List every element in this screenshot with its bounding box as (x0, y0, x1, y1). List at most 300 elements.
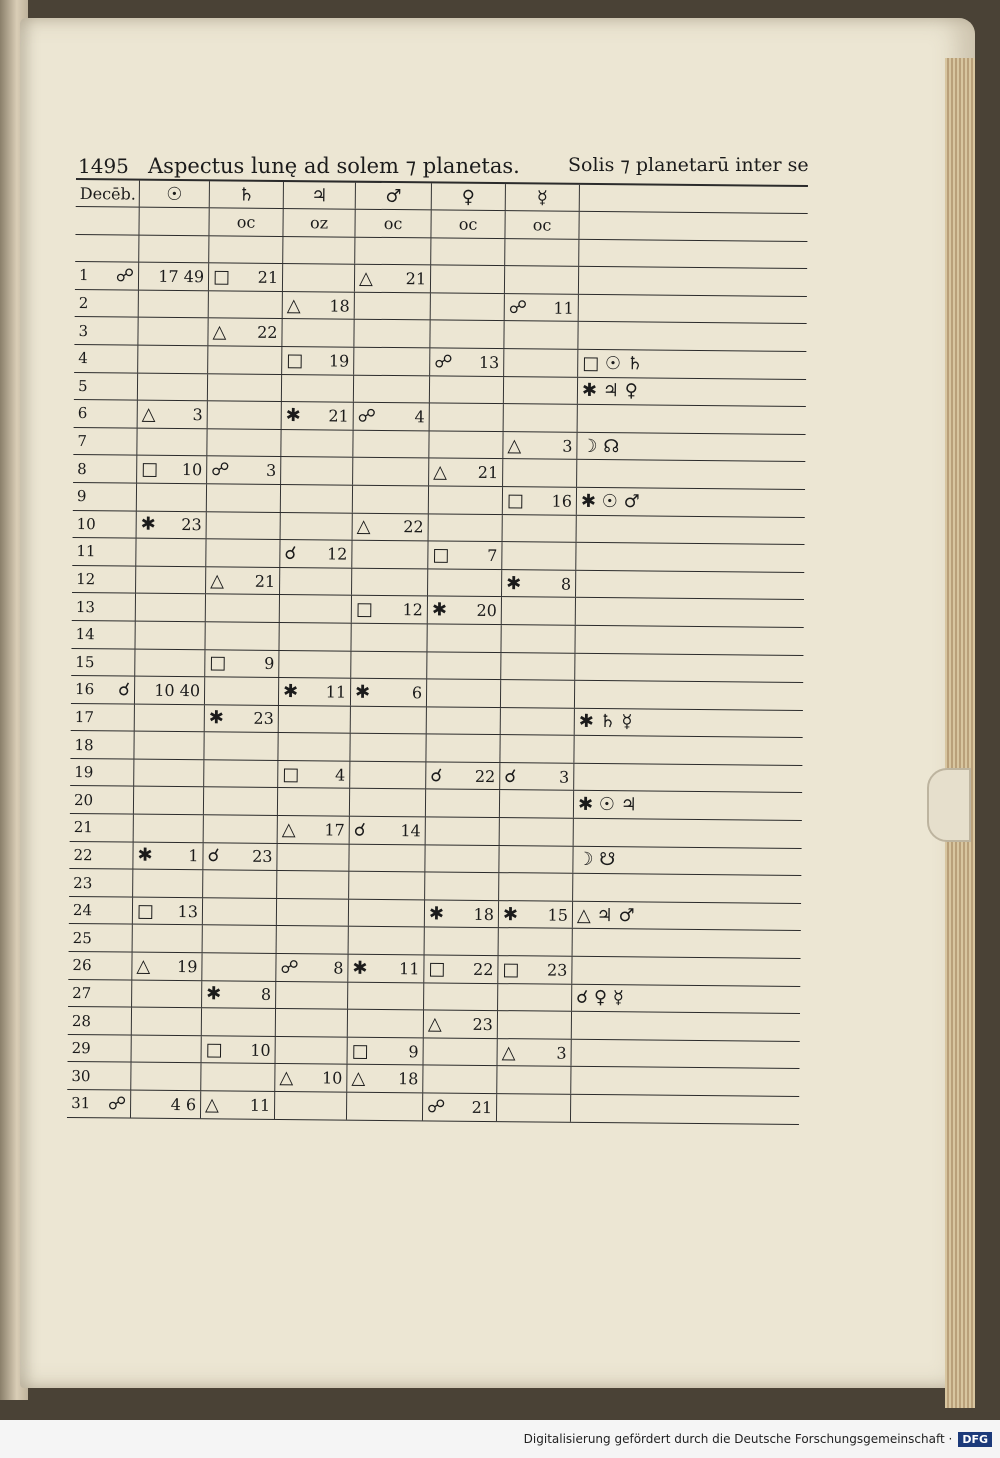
aspect-cell (426, 735, 500, 762)
mutual-aspect-cell (574, 764, 802, 793)
aspect-cell (497, 1066, 571, 1093)
aspect-hour: 10 40 (154, 680, 201, 701)
aspect-hour: 23 (252, 847, 273, 867)
day-number: 18 (74, 735, 94, 754)
mutual-aspect-cell (572, 957, 800, 986)
aspect-cell (135, 622, 205, 649)
aspect-symbol: □ (282, 763, 300, 785)
aspect-cell (349, 844, 425, 871)
year-label: 1495 (78, 154, 129, 178)
aspect-symbol: △ (281, 818, 296, 840)
aspect-symbol: □ (428, 958, 446, 980)
aspect-cell (139, 290, 209, 317)
subheader-cell (75, 207, 139, 234)
day-cell (70, 814, 134, 841)
aspect-hour: 23 (253, 709, 274, 729)
aspect-cell (207, 484, 281, 511)
subheader-cell: oc (431, 210, 505, 237)
aspect-cell (429, 459, 503, 486)
aspect-symbol: △ (358, 267, 373, 289)
aspect-symbol: ✱ (354, 681, 371, 703)
day-number: 29 (71, 1039, 91, 1058)
aspect-symbol: ☌ (207, 845, 220, 867)
aspect-cell (351, 624, 427, 651)
aspect-cell (348, 1010, 424, 1037)
aspect-hour: 10 (181, 460, 203, 480)
aspect-hour: 17 49 (158, 266, 205, 287)
day-cell (68, 1035, 132, 1062)
aspect-symbol: ✱ (140, 513, 156, 536)
day-number: 27 (72, 983, 92, 1003)
aspect-cell (498, 956, 572, 983)
day-number: 17 (74, 707, 95, 727)
aspect-cell (204, 788, 278, 815)
mutual-aspect-cell (577, 515, 805, 544)
day-cell (67, 1062, 131, 1089)
aspect-hour: 8 (560, 574, 572, 594)
page-header (78, 148, 813, 180)
aspect-cell (347, 1065, 423, 1092)
aspect-hour: 22 (474, 766, 496, 786)
subheader-cell (579, 212, 807, 241)
aspect-cell (133, 925, 203, 952)
aspect-cell (427, 707, 501, 734)
aspect-symbol: ☍ (280, 956, 299, 979)
aspect-cell (202, 1036, 276, 1063)
aspect-hour: 11 (553, 298, 574, 318)
aspect-cell (501, 680, 575, 707)
dfg-logo: DFG (958, 1432, 992, 1447)
aspect-hour: 13 (478, 352, 500, 372)
aspect-cell (429, 486, 503, 513)
aspect-cell (133, 842, 203, 869)
mutual-aspect-cell: □ ☉ ♄ (582, 352, 644, 375)
day-cell (72, 593, 136, 620)
aspect-cell (205, 622, 279, 649)
aspect-cell (279, 706, 351, 733)
sun-column-header: ☉ (140, 181, 210, 208)
aspect-hour: 10 (250, 1040, 271, 1060)
day-cell (72, 538, 136, 565)
mutual-aspect-cell (571, 1040, 799, 1069)
day-number: 19 (74, 763, 94, 782)
day-cell (73, 455, 137, 482)
day-number: 8 (77, 459, 87, 478)
aspect-cell (208, 346, 282, 373)
aspect-cell (132, 953, 202, 980)
aspect-cell (499, 929, 573, 956)
aspect-cell (429, 514, 503, 541)
aspect-cell (134, 759, 204, 786)
aspect-cell (502, 570, 576, 597)
aspect-cell (278, 733, 350, 760)
aspect-cell (503, 515, 577, 542)
aspect-symbol: △ (141, 403, 156, 425)
aspect-cell (503, 432, 577, 459)
aspect-symbol: ✱ (285, 404, 301, 427)
aspect-cell (278, 761, 350, 788)
day-cell (74, 400, 138, 427)
day-cell (70, 731, 134, 758)
day-cell (74, 345, 138, 372)
aspect-symbol: ✱ (208, 707, 225, 729)
aspect-hour: 4 (414, 407, 425, 427)
aspect-cell (203, 926, 277, 953)
mutual-aspect-cell (574, 819, 802, 848)
aspect-cell (203, 898, 277, 925)
aspect-symbol: ✱ (352, 957, 368, 979)
aspect-hour: 18 (397, 1069, 419, 1089)
aspect-cell (204, 815, 278, 842)
mutual-aspect-cell: ✱ ♄ ☿ (578, 711, 633, 733)
aspect-cell (135, 704, 205, 731)
aspect-symbol: ✱ (282, 680, 299, 703)
day-number: 31 (71, 1094, 91, 1113)
digitization-footer (0, 1420, 1000, 1458)
aspect-cell (136, 566, 206, 593)
aspect-cell (505, 266, 579, 293)
aspect-cell (131, 1091, 201, 1118)
aspect-hour: 22 (472, 959, 494, 979)
aspect-cell (276, 1037, 348, 1064)
aspect-cell (137, 428, 207, 455)
aspect-cell (276, 954, 348, 981)
aspect-cell (133, 897, 203, 924)
aspect-cell (277, 926, 349, 953)
aspect-symbol: ☍ (508, 296, 528, 318)
aspect-cell (281, 457, 353, 484)
sun-aspect-symbol: ☍ (115, 265, 135, 287)
day-number: 7 (77, 432, 88, 451)
aspect-symbol: △ (501, 1041, 516, 1063)
aspect-hour: 3 (192, 405, 203, 425)
aspect-symbol: □ (205, 1038, 223, 1061)
aspect-cell (351, 679, 427, 706)
mutual-aspect-cell (575, 626, 803, 655)
aspect-hour: 21 (328, 406, 349, 426)
aspect-cell (427, 624, 501, 651)
mutual-aspect-cell (578, 322, 806, 351)
aspect-cell (348, 1037, 424, 1064)
aspect-symbol: △ (279, 1067, 294, 1089)
aspect-cell (277, 844, 349, 871)
aspect-cell (354, 403, 430, 430)
aspect-hour: 23 (546, 960, 568, 980)
aspect-symbol: ✱ (431, 599, 448, 621)
aspect-cell (497, 1094, 571, 1121)
aspect-hour: 11 (325, 682, 347, 702)
aspect-cell (427, 652, 501, 679)
aspect-hour: 19 (328, 351, 350, 371)
aspect-cell (349, 899, 425, 926)
aspect-hour: 1 (188, 846, 199, 866)
aspect-cell (201, 1091, 275, 1118)
day-cell (71, 704, 135, 731)
day-number: 12 (76, 570, 96, 589)
sun-aspect-symbol: ☌ (117, 679, 131, 701)
aspect-hour: 7 (487, 545, 498, 565)
mutual-aspect-cell (571, 1095, 799, 1124)
aspect-cell (204, 733, 278, 760)
aspect-cell (204, 760, 278, 787)
aspect-cell (275, 1064, 347, 1091)
aspect-hour: 3 (556, 1043, 567, 1063)
aspect-hour: 16 (551, 491, 573, 511)
aspect-cell (208, 401, 282, 428)
aspect-symbol: □ (432, 544, 450, 566)
mutual-aspect-cell (576, 571, 804, 600)
aspect-cell (202, 1008, 276, 1035)
aspect-cell (281, 513, 353, 540)
aspect-symbol: △ (212, 321, 227, 343)
aspect-cell (135, 677, 205, 704)
aspect-hour: 4 6 (170, 1094, 197, 1114)
mars-column-header: ♂ (356, 183, 432, 210)
aspect-cell (278, 788, 350, 815)
aspect-cell (423, 1093, 497, 1120)
day-cell (71, 621, 135, 648)
aspect-cell (281, 485, 353, 512)
aspect-cell (277, 899, 349, 926)
aspect-hour: 10 (321, 1068, 343, 1088)
aspect-hour: 3 (562, 436, 573, 456)
aspect-cell (353, 430, 429, 457)
day-cell (71, 676, 135, 703)
aspect-cell (205, 650, 279, 677)
aspect-symbol: ☍ (211, 459, 230, 481)
aspect-cell (350, 762, 426, 789)
mutual-aspect-cell: ✱ ☉ ♂ (580, 490, 640, 513)
aspect-cell (498, 1011, 572, 1038)
aspect-hour: 9 (264, 654, 275, 674)
mutual-aspect-cell: △ ♃ ♂ (576, 904, 635, 927)
day-cell (75, 262, 139, 289)
mutual-aspect-cell (574, 736, 802, 765)
day-number: 3 (78, 321, 89, 340)
aspect-cell (351, 651, 427, 678)
aspect-symbol: ☌ (284, 542, 297, 565)
aspect-symbol: △ (210, 569, 225, 591)
aspect-cell (504, 377, 578, 404)
day-number: 26 (72, 956, 92, 975)
aspect-cell (351, 706, 427, 733)
aspect-cell (348, 982, 424, 1009)
aspect-cell (131, 1063, 201, 1090)
aspect-cell (207, 429, 281, 456)
aspect-hour: 12 (326, 544, 348, 564)
day-number: 16 (75, 680, 95, 699)
aspect-cell (504, 349, 578, 376)
aspect-cell (424, 1011, 498, 1038)
aspect-cell (426, 790, 500, 817)
aspect-hour: 9 (408, 1041, 419, 1061)
aspect-hour: 17 (324, 820, 345, 840)
aspect-cell (502, 542, 576, 569)
aspect-hour: 15 (547, 905, 569, 925)
aspect-symbol: □ (351, 1040, 369, 1062)
aspect-cell (429, 431, 503, 458)
aspect-cell (430, 376, 504, 403)
day-cell (68, 980, 132, 1007)
aspect-cell (499, 873, 573, 900)
aspect-cell (352, 596, 428, 623)
aspect-symbol: ☍ (434, 351, 453, 373)
aspect-symbol: △ (427, 1013, 442, 1035)
aspect-hour: 22 (403, 517, 424, 537)
aspect-symbol: △ (433, 461, 448, 483)
aspect-cell (424, 983, 498, 1010)
day-cell (70, 786, 134, 813)
day-cell (71, 648, 135, 675)
aspect-symbol: □ (136, 900, 155, 922)
aspect-symbol: □ (506, 489, 525, 512)
aspect-symbol: ✱ (428, 903, 445, 925)
day-cell (72, 566, 136, 593)
aspect-cell (500, 791, 574, 818)
aspect-symbol: ☌ (353, 819, 366, 841)
aspect-cell (428, 597, 502, 624)
aspect-cell (430, 321, 504, 348)
mutual-aspect-cell (577, 460, 805, 489)
aspect-cell (424, 955, 498, 982)
aspect-cell (282, 402, 354, 429)
aspect-cell (425, 845, 499, 872)
aspect-cell (205, 705, 279, 732)
aspect-cell (354, 375, 430, 402)
aspect-cell (500, 763, 574, 790)
aspect-symbol: □ (141, 458, 159, 480)
aspect-cell (423, 1066, 497, 1093)
aspect-cell (355, 292, 431, 319)
aspect-hour: 21 (254, 571, 276, 591)
day-number: 20 (73, 790, 94, 809)
aspect-cell (276, 982, 348, 1009)
aspect-cell (283, 292, 355, 319)
aspect-hour: 21 (257, 267, 279, 287)
aspect-cell (133, 870, 203, 897)
aspect-symbol: △ (136, 955, 151, 977)
aspect-symbol: □ (209, 652, 227, 674)
aspect-hour: 18 (329, 296, 350, 316)
mutual-aspect-cell: ☽ ☊ (581, 435, 620, 457)
aspect-cell (206, 567, 280, 594)
aspect-symbol: ☌ (504, 765, 517, 787)
aspect-cell (279, 650, 351, 677)
day-number: 5 (77, 376, 88, 395)
aspect-cell (207, 457, 281, 484)
day-number: 2 (78, 294, 89, 313)
aspect-cell (282, 319, 354, 346)
aspect-cell (349, 927, 425, 954)
aspect-cell (428, 569, 502, 596)
aspect-cell (281, 430, 353, 457)
aspect-cell (132, 1008, 202, 1035)
aspect-cell (276, 1009, 348, 1036)
aspect-cell (277, 871, 349, 898)
aspect-hour: 3 (265, 460, 277, 481)
day-number: 24 (72, 901, 93, 920)
subheader-cell: oc (209, 208, 283, 235)
aspect-cell (427, 679, 501, 706)
aspect-cell (425, 873, 499, 900)
aspect-cell (275, 1092, 347, 1119)
aspect-cell (424, 1038, 498, 1065)
aspect-cell (500, 818, 574, 845)
aspect-cell (428, 542, 502, 569)
day-number: 10 (76, 514, 96, 534)
day-cell (69, 924, 133, 951)
day-cell (74, 317, 138, 344)
mercury-column-header: ☿ (506, 184, 580, 211)
day-number: 22 (73, 845, 93, 865)
mutual-aspect-cell (579, 295, 807, 324)
aspect-cell (499, 901, 573, 928)
mutual-aspect-cell: ☽ ☋ (577, 849, 616, 871)
aspect-cell (283, 264, 355, 291)
aspect-cell (138, 346, 208, 373)
aspect-cell (349, 872, 425, 899)
aspect-cell (136, 539, 206, 566)
aspect-cell (132, 1035, 202, 1062)
aspect-hour: 20 (476, 600, 497, 621)
subheader-cell: oc (505, 211, 579, 238)
aspect-cell (350, 789, 426, 816)
aspect-cell (352, 568, 428, 595)
day-cell (69, 842, 133, 869)
aspect-cell (203, 843, 277, 870)
jupiter-column-header: ♃ (284, 182, 356, 209)
aspect-symbol: □ (355, 598, 373, 620)
month-header: Decēb. (76, 180, 140, 207)
aspect-cell (206, 595, 280, 622)
aspect-cell (132, 980, 202, 1007)
aspect-hour: 8 (260, 985, 272, 1005)
aspect-cell (354, 348, 430, 375)
aspect-cell (353, 513, 429, 540)
aspect-hour: 11 (249, 1095, 271, 1115)
aspect-cell (203, 871, 277, 898)
sun-aspect-symbol: ☍ (107, 1093, 127, 1115)
aspect-cell (500, 735, 574, 762)
aspect-cell (138, 373, 208, 400)
day-cell (67, 1090, 131, 1117)
page-clip (927, 768, 971, 842)
day-number: 9 (76, 487, 87, 506)
aspect-symbol: ✱ (506, 572, 522, 594)
venus-column-header: ♀ (432, 183, 506, 210)
aspect-hour: 14 (400, 821, 421, 841)
aspect-cell (505, 294, 579, 321)
aspect-hour: 8 (333, 958, 344, 978)
aspect-hour: 18 (473, 904, 495, 924)
page-fore-edge (945, 58, 975, 1408)
aspect-symbol: △ (507, 434, 522, 456)
header-title: Aspectus lunę ad solem ⁊ planetas. (148, 154, 520, 178)
day-number: 15 (75, 652, 95, 671)
aspect-cell (282, 347, 354, 374)
mutual-aspect-cell (571, 1067, 799, 1096)
aspect-cell (202, 981, 276, 1008)
aspect-cell (499, 846, 573, 873)
aspect-cell (139, 263, 209, 290)
aspect-cell (503, 487, 577, 514)
day-number: 14 (75, 625, 95, 644)
aspect-cell (137, 511, 207, 538)
aspect-cell (430, 348, 504, 375)
aspect-cell (498, 984, 572, 1011)
aspect-hour: 19 (176, 956, 198, 977)
aspect-cell (425, 928, 499, 955)
